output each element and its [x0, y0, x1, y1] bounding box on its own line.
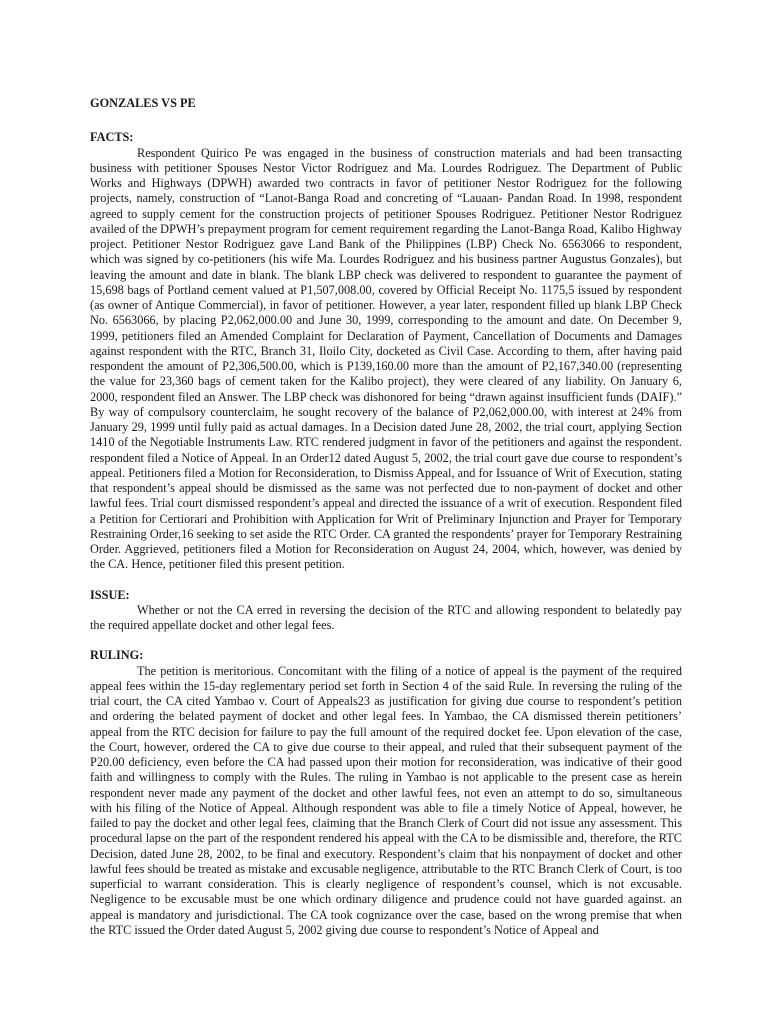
- ruling-paragraph: The petition is meritorious. Concomitant with the filing of a notice of appeal is the payment of the required appeal fees within the 15-day reglementary period set forth in Section 4 of the said Rule. In reversing the ruling of the trial court, the CA cited Yambao v. Court of Appeals23 as justification for giving due course to respondent’s petition and ordering the belated payment of docket and other legal fees. In Yambao, the CA dismissed therein petitioners’ appeal from the RTC decision for failure to pay the full amount of the required docket fee. Upon elevation of the case, the Court, however, ordered the CA to give due course to their appeal, and ruled that their subsequent payment of the P20.00 deficiency, even before the CA had passed upon their motion for reconsideration, was indicative of their good faith and willingness to comply with the Rules. The ruling in Yambao is not applicable to the present case as herein respondent never made any payment of the docket and other lawful fees, not even an attempt to do so, simultaneous with his filing of the Notice of Appeal. Although respondent was able to file a timely Notice of Appeal, however, he failed to pay the docket and other legal fees, claiming that the Branch Clerk of Court did not issue any assessment. This procedural lapse on the part of the respondent rendered his appeal with the CA to be dismissible and, therefore, the RTC Decision, dated June 28, 2002, to be final and executory. Respondent’s claim that his nonpayment of docket and other lawful fees should be treated as mistake and excusable negligence, attributable to the RTC Branch Clerk of Court, is too superficial to warrant consideration. This is clearly negligence of respondent’s counsel, which is not excusable. Negligence to be excusable must be one which ordinary diligence and prudence could not have guarded against. an appeal is mandatory and jurisdictional. The CA took cognizance over the case, based on the wrong premise that when the RTC issued the Order dated August 5, 2002 giving due course to respondent’s Notice of Appeal and: [90, 663, 682, 937]
- section-spacer: [90, 573, 682, 588]
- section-spacer: [90, 633, 682, 648]
- document-page: [90, 96, 682, 938]
- issue-paragraph: Whether or not the CA erred in reversing the decision of the RTC and allowing respondent to belatedly pay the required appellate docket and other legal fees.: [90, 602, 682, 632]
- ruling-heading: RULING:: [90, 648, 144, 663]
- issue-heading: ISSUE:: [90, 587, 130, 602]
- facts-heading: FACTS:: [90, 130, 134, 145]
- facts-paragraph: Respondent Quirico Pe was engaged in the business of construction materials and had been transacting business with petitioner Spouses Nestor Victor Rodriguez and Ma. Lourdes Rodriguez. The Department of Public Works and Highways (DPWH) awarded two contracts in favor of petitioner Nestor Rodriguez for the following projects, namely, construction of “Lanot-Banga Road and concreting of “Lauaan- Pandan Road. In 1998, respondent agreed to supply cement for the construction projects of petitioner Spouses Rodriguez. Petitioner Nestor Rodriguez availed of the DPWH’s prepayment program for cement requirement regarding the Lanot-Banga Road, Kalibo Highway project. Petitioner Nestor Rodriguez gave Land Bank of the Philippines (LBP) Check No. 6563066 to respondent, which was signed by co-petitioners (his wife Ma. Lourdes Rodriguez and his business partner Augustus Gonzales), but leaving the amount and date in blank. The blank LBP check was delivered to respondent to guarantee the payment of 15,698 bags of Portland cement valued at P1,507,008.00, covered by Official Receipt No. 1175,5 issued by respondent (as owner of Antique Commercial), in favor of petitioner. However, a year later, respondent filled up blank LBP Check No. 6563066, by placing P2,062,000.00 and June 30, 1999, corresponding to the amount and date. On December 9, 1999, petitioners filed an Amended Complaint for Declaration of Payment, Cancellation of Documents and Damages against respondent with the RTC, Branch 31, Iloilo City, docketed as Civil Case. According to them, after having paid respondent the amount of P2,306,500.00, which is P139,160.00 more than the amount of P2,167,340.00 (representing the value for 23,360 bags of cement taken for the Kalibo project), they were cleared of any liability. On January 6, 2000, respondent filed an Answer. The LBP check was dishonored for being “drawn against insufficient funds (DAIF).” By way of compulsory counterclaim, he sought recovery of the balance of P2,062,000.00, with interest at 24% from January 29, 1999 until fully paid as actual damages. In a Decision dated June 28, 2002, the trial court, applying Section 1410 of the Negotiable Instruments Law. RTC rendered judgment in favor of the petitioners and against the respondent. respondent filed a Notice of Appeal. In an Order12 dated August 5, 2002, the trial court gave due course to respondent’s appeal. Petitioners filed a Motion for Reconsideration, to Dismiss Appeal, and for Issuance of Writ of Execution, stating that respondent’s appeal should be dismissed as the same was not perfected due to non-payment of docket and other lawful fees. Trial court dismissed respondent’s appeal and directed the issuance of a writ of execution. Respondent filed a Petition for Certiorari and Prohibition with Application for Writ of Preliminary Injunction and Prayer for Temporary Restraining Order,16 seeking to set aside the RTC Order. CA granted the respondents’ prayer for Temporary Restraining Order. Aggrieved, petitioners filed a Motion for Reconsideration on August 24, 2004, which, however, was denied by the CA. Hence, petitioner filed this present petition.: [90, 145, 682, 572]
- document-title: GONZALES VS PE: [90, 96, 196, 110]
